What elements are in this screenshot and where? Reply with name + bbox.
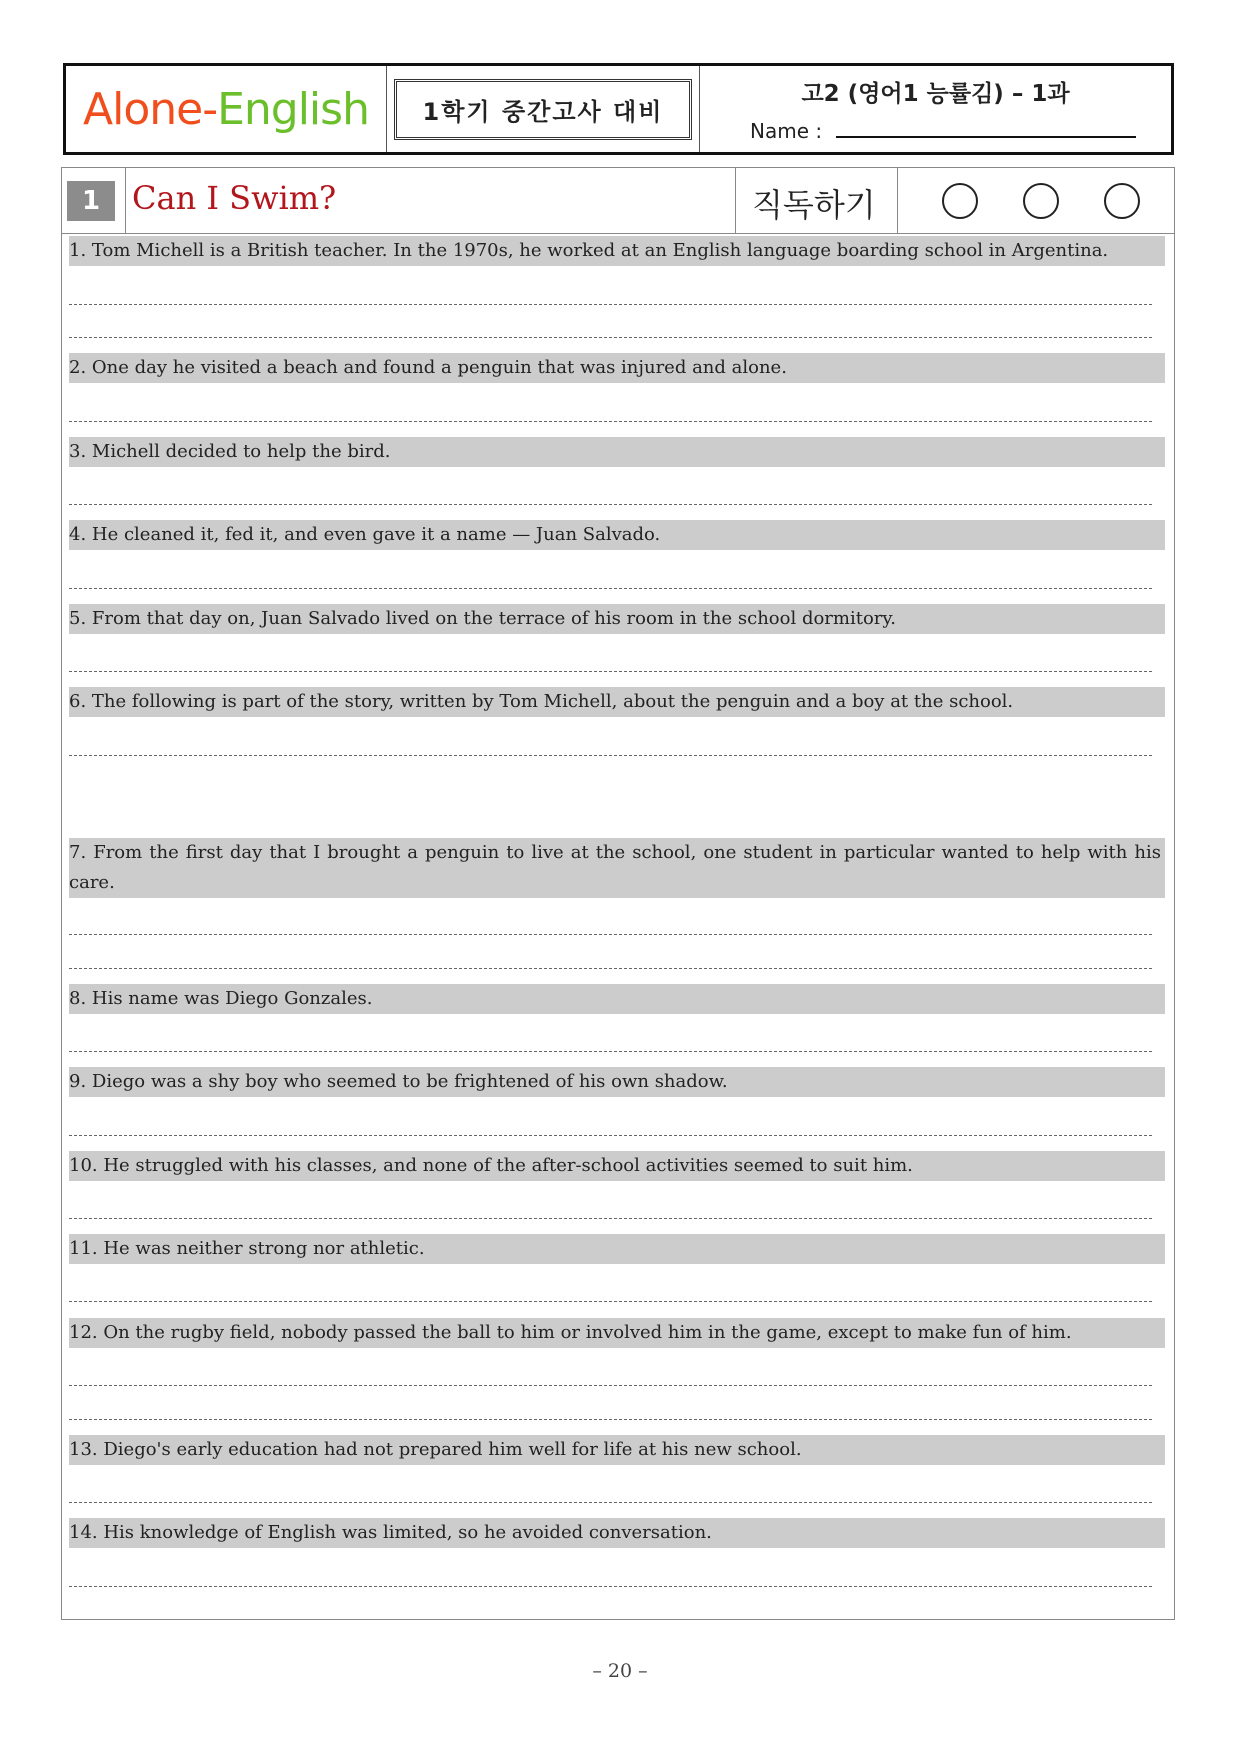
page-number: – 20 – bbox=[592, 1660, 648, 1682]
answer-line[interactable] bbox=[69, 671, 1152, 672]
sentence-7: 7. From the first day that I brought a penguin to live at the school, one student in particular wanted to help with his care. bbox=[69, 838, 1165, 898]
sentence-13: 13. Diego's early education had not prepared him well for life at his new school. bbox=[69, 1435, 1165, 1465]
divider bbox=[735, 168, 736, 233]
answer-line[interactable] bbox=[69, 1051, 1152, 1052]
answer-line[interactable] bbox=[69, 1218, 1152, 1219]
sentence-1: 1. Tom Michell is a British teacher. In the 1970s, he worked at an English language boarding school in Argentina. bbox=[69, 236, 1165, 266]
sentence-11: 11. He was neither strong nor athletic. bbox=[69, 1234, 1165, 1264]
name-field[interactable] bbox=[836, 118, 1136, 138]
answer-line[interactable] bbox=[69, 1586, 1152, 1587]
sentence-6: 6. The following is part of the story, written by Tom Michell, about the penguin and a boy at the school. bbox=[69, 687, 1165, 717]
answer-line[interactable] bbox=[69, 304, 1152, 305]
answer-line[interactable] bbox=[69, 337, 1152, 338]
check-circle-3[interactable] bbox=[1104, 183, 1140, 219]
section-number-badge: 1 bbox=[67, 181, 115, 221]
logo-english: English bbox=[217, 83, 369, 135]
logo-alone: Alone bbox=[83, 83, 203, 135]
answer-line[interactable] bbox=[69, 934, 1152, 935]
answer-line[interactable] bbox=[69, 968, 1152, 969]
sentence-4: 4. He cleaned it, fed it, and even gave it a name — Juan Salvado. bbox=[69, 520, 1165, 550]
worksheet-body bbox=[61, 167, 1175, 1620]
answer-line[interactable] bbox=[69, 1502, 1152, 1503]
course-title: 고2 (영어1 능률김) – 1과 bbox=[801, 81, 1070, 107]
exam-label: 1학기 중간고사 대비 bbox=[394, 79, 692, 140]
divider bbox=[125, 168, 126, 233]
answer-line[interactable] bbox=[69, 504, 1152, 505]
exam-cell bbox=[387, 66, 700, 152]
name-row bbox=[750, 118, 1136, 143]
check-circle-1[interactable] bbox=[942, 183, 978, 219]
logo-dash: - bbox=[202, 83, 218, 135]
name-label: Name : bbox=[750, 119, 823, 143]
answer-line[interactable] bbox=[69, 421, 1152, 422]
lesson-title: Can I Swim? bbox=[132, 179, 337, 217]
sentence-3: 3. Michell decided to help the bird. bbox=[69, 437, 1165, 467]
info-cell bbox=[700, 66, 1171, 152]
mode-label: 직독하기 bbox=[752, 186, 876, 224]
worksheet-header bbox=[63, 63, 1174, 155]
answer-line[interactable] bbox=[69, 588, 1152, 589]
answer-line[interactable] bbox=[69, 1135, 1152, 1136]
answer-line[interactable] bbox=[69, 1385, 1152, 1386]
divider bbox=[897, 168, 898, 233]
sentence-12: 12. On the rugby field, nobody passed the ball to him or involved him in the game, except to make fun of him. bbox=[69, 1318, 1165, 1348]
logo bbox=[66, 66, 387, 152]
check-circle-2[interactable] bbox=[1023, 183, 1059, 219]
sentence-5: 5. From that day on, Juan Salvado lived on the terrace of his room in the school dormitory. bbox=[69, 604, 1165, 634]
answer-line[interactable] bbox=[69, 1419, 1152, 1420]
answer-line[interactable] bbox=[69, 1301, 1152, 1302]
section-title-row bbox=[62, 168, 1174, 234]
answer-line[interactable] bbox=[69, 755, 1152, 756]
sentence-8: 8. His name was Diego Gonzales. bbox=[69, 984, 1165, 1014]
sentence-2: 2. One day he visited a beach and found a penguin that was injured and alone. bbox=[69, 353, 1165, 383]
sentence-14: 14. His knowledge of English was limited, so he avoided conversation. bbox=[69, 1518, 1165, 1548]
sentence-9: 9. Diego was a shy boy who seemed to be frightened of his own shadow. bbox=[69, 1067, 1165, 1097]
sentence-10: 10. He struggled with his classes, and none of the after-school activities seemed to suit him. bbox=[69, 1151, 1165, 1181]
